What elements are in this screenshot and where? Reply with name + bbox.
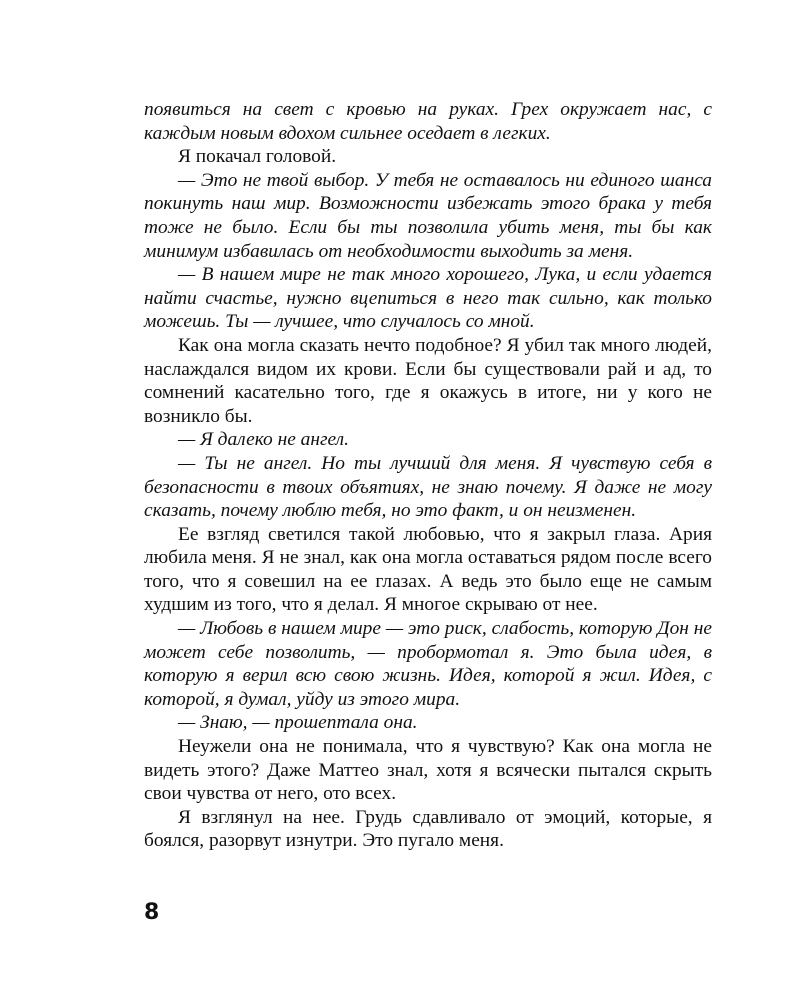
paragraph-continued: появиться на свет с кровью на руках. Грех окружает нас, с каждым новым вдохом сильнее оседает в легких.: [144, 99, 712, 144]
paragraph: Как она могла сказать нечто подобное? Я убил так много людей, наслаждался видом их крови. Если бы существовали рай и ад, то сомнений касательно того, где я окажусь в итоге, ни у кого не возникло бы.: [144, 334, 712, 427]
paragraph: Я покачал головой.: [178, 146, 337, 168]
body-text: [144, 98, 712, 853]
paragraph: Я взглянул на нее. Грудь сдавливало от эмоций, которые, я боялся, разорвут изнутри. Это пугало меня.: [144, 806, 712, 852]
dialogue-paragraph: — Любовь в нашем мире — это риск, слабость, которую Дон не может себе позволить, — пробормотал я. Это была идея, в которую я верил всю свою жизнь. Идея, которой я жил. Идея, с которой, я думал, уйду из этого мира.: [144, 618, 712, 710]
paragraph: Неужели она не понимала, что я чувствую? Как она могла не видеть этого? Даже Маттео знал, хотя я всячески пытался скрыть свои чувства от него, ото всех.: [144, 736, 712, 805]
dialogue-paragraph: — В нашем мире не так много хорошего, Лука, и если удается найти счастье, нужно вцепиться в него так сильно, как только можешь. Ты — лучшее, что случалось со мной.: [144, 264, 712, 333]
dialogue-paragraph: — Знаю, — прошептала она.: [178, 712, 418, 734]
dialogue-paragraph: — Ты не ангел. Но ты лучший для меня. Я чувствую себя в безопасности в твоих объятиях, не знаю почему. Я даже не могу сказать, почему люблю тебя, но это факт, и он неизменен.: [144, 452, 712, 522]
dialogue-paragraph: — Я далеко не ангел.: [178, 429, 349, 451]
dialogue-paragraph: — Это не твой выбор. У тебя не оставалось ни единого шанса покинуть наш мир. Возможности избежать этого брака у тебя тоже не было. Если бы ты позволила убить меня, ты бы как минимум избавилась от необходимости выходить за меня.: [144, 169, 712, 262]
paragraph: Ее взгляд светился такой любовью, что я закрыл глаза. Ария любила меня. Я не знал, как она могла оставаться рядом после всего того, что я совешил на ее глазах. А ведь это было еще не самым худшим из того, что я делал. Я многое скрываю от нее.: [144, 523, 712, 616]
page-number: 8: [144, 900, 160, 925]
